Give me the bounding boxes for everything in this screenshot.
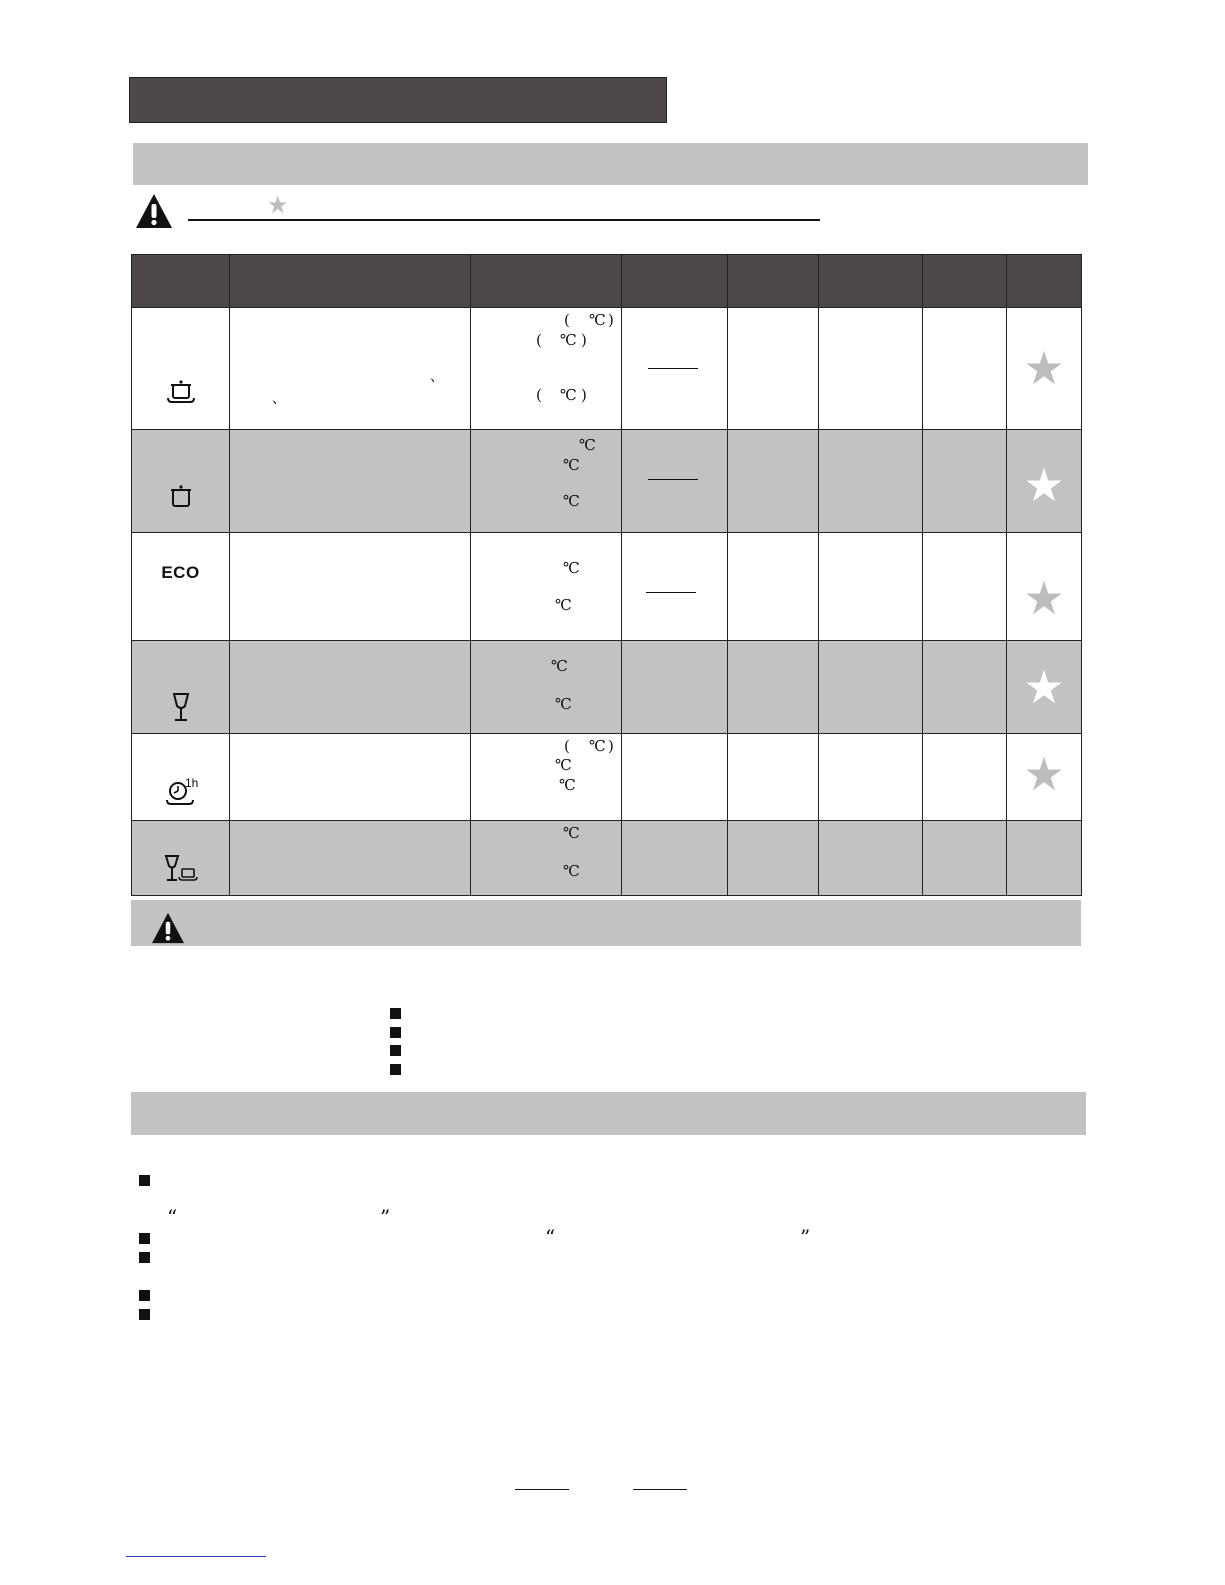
header-program bbox=[132, 255, 230, 308]
star-icon: ★ bbox=[1023, 458, 1065, 512]
program-description-cell bbox=[230, 308, 471, 430]
quote-close: ” bbox=[380, 1205, 391, 1229]
warning-bar bbox=[131, 900, 1081, 946]
section-bar-operation bbox=[131, 1092, 1086, 1135]
header-rinse-aid bbox=[1007, 255, 1082, 308]
cycle-cell: ( ℃ ) ( ℃ ) ( ℃ ) bbox=[471, 308, 622, 430]
bullet-icon bbox=[390, 1064, 401, 1075]
one-hour-label: 1h bbox=[185, 776, 199, 790]
table-row: ℃ ℃ ℃ ★ bbox=[132, 430, 1082, 533]
section-bar-program-chart bbox=[133, 143, 1088, 185]
star-icon: ★ bbox=[1023, 571, 1065, 625]
header-water bbox=[923, 255, 1007, 308]
tick-mark: 、 bbox=[430, 370, 444, 385]
blank-line bbox=[648, 368, 698, 369]
header-energy bbox=[819, 255, 923, 308]
footer-line bbox=[633, 1489, 687, 1490]
bullet-icon bbox=[390, 1008, 401, 1019]
quote-open: “ bbox=[545, 1225, 556, 1249]
table-row bbox=[132, 308, 1082, 430]
table-row: ℃ ℃ bbox=[132, 821, 1082, 896]
header-detergent bbox=[622, 255, 728, 308]
star-icon: ★ bbox=[1023, 747, 1065, 801]
warning-triangle-icon bbox=[135, 193, 173, 229]
bullet-icon bbox=[139, 1252, 150, 1263]
header-time bbox=[728, 255, 819, 308]
header-description bbox=[230, 255, 471, 308]
table-header-row bbox=[132, 255, 1082, 308]
intensive-pot-icon bbox=[132, 380, 229, 409]
header-cycle bbox=[471, 255, 622, 308]
quote-open: “ bbox=[167, 1205, 178, 1229]
star-icon: ★ bbox=[1023, 660, 1065, 714]
page-title-bar bbox=[129, 77, 667, 123]
tick-mark: 、 bbox=[272, 392, 286, 407]
bullet-icon bbox=[390, 1027, 401, 1038]
blank-line bbox=[646, 592, 696, 593]
energy-cell bbox=[819, 308, 923, 430]
pot-icon bbox=[132, 485, 229, 514]
program-icon-cell bbox=[132, 308, 230, 430]
one-hour-clock-icon bbox=[132, 776, 229, 811]
quote-close: ” bbox=[800, 1225, 811, 1249]
bullet-icon bbox=[139, 1290, 150, 1301]
note-underline bbox=[188, 219, 820, 221]
footer-link-underline bbox=[126, 1556, 266, 1557]
star-icon: ★ bbox=[1023, 341, 1065, 395]
bullet-icon bbox=[139, 1175, 150, 1186]
bullet-icon bbox=[139, 1233, 150, 1244]
footer-line bbox=[515, 1489, 569, 1490]
bullet-icon bbox=[390, 1045, 401, 1056]
glass-plate-icon bbox=[132, 854, 229, 887]
bullet-icon bbox=[139, 1309, 150, 1320]
table-row: 1h ( ℃ ) ℃ ℃ ★ bbox=[132, 734, 1082, 821]
glass-icon bbox=[132, 692, 229, 727]
water-cell bbox=[923, 308, 1007, 430]
warning-triangle-icon bbox=[151, 912, 185, 944]
blank-line bbox=[648, 479, 698, 480]
eco-icon: ECO bbox=[161, 563, 200, 582]
note-star-icon: ★ bbox=[267, 191, 289, 219]
time-cell bbox=[728, 308, 819, 430]
table-row: ECO ℃ ℃ ★ bbox=[132, 533, 1082, 641]
detergent-cell bbox=[622, 308, 728, 430]
program-table bbox=[131, 254, 1082, 896]
rinse-aid-cell bbox=[1007, 308, 1082, 430]
table-row: ℃ ℃ ★ bbox=[132, 641, 1082, 734]
